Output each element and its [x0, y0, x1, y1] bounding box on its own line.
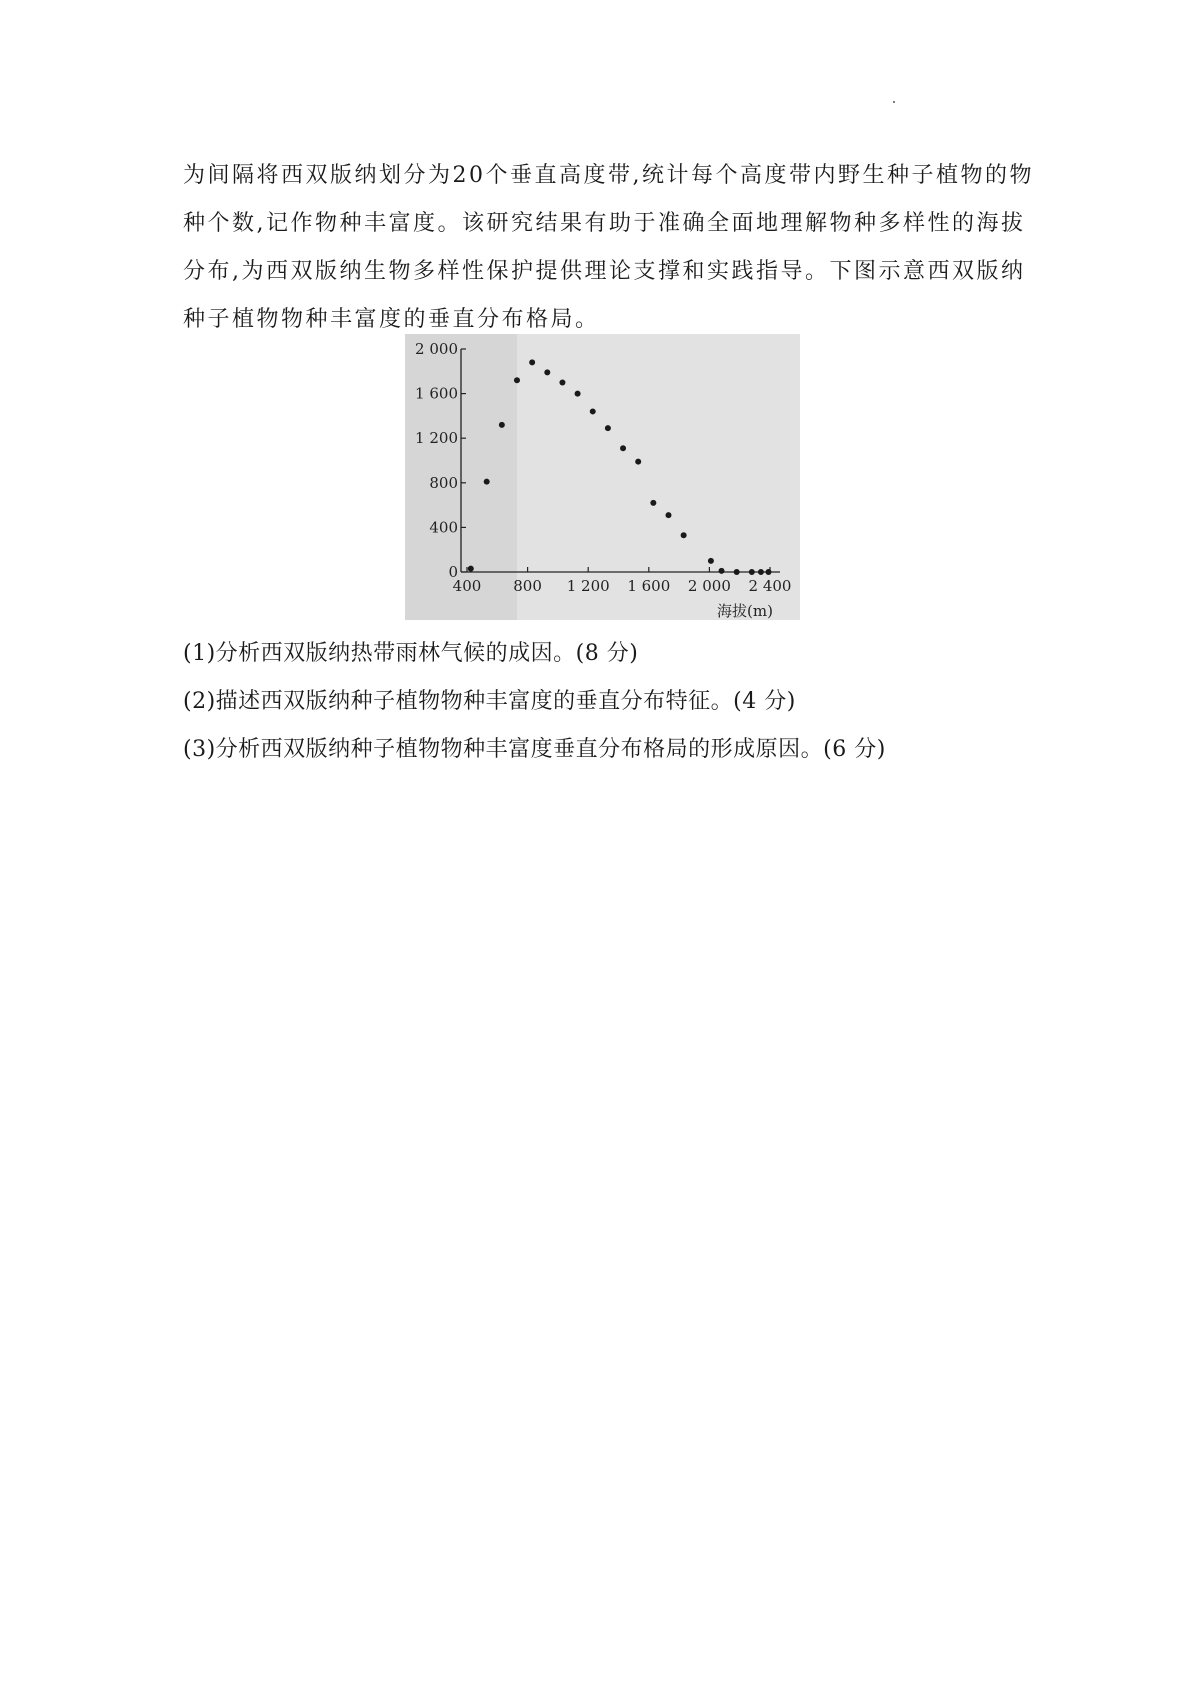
x-tick-label: 2 000 — [687, 577, 731, 595]
question-3: (3)分析西双版纳种子植物物种丰富度垂直分布格局的形成原因。(6 分) — [183, 737, 886, 762]
data-point — [765, 569, 771, 575]
chart-svg — [405, 334, 800, 620]
data-point — [758, 569, 764, 575]
x-tick-label: 1 600 — [627, 577, 671, 595]
data-point — [734, 569, 740, 575]
question-2: (2)描述西双版纳种子植物物种丰富度的垂直分布特征。(4 分) — [183, 689, 796, 714]
data-point — [650, 500, 656, 506]
data-point — [514, 377, 520, 383]
data-point — [681, 532, 687, 538]
data-point — [559, 379, 565, 385]
x-tick-label: 2 400 — [748, 577, 792, 595]
y-tick-label: 400 — [429, 518, 458, 537]
data-point — [484, 479, 490, 485]
data-point — [468, 566, 474, 572]
data-point — [749, 569, 755, 575]
data-point — [665, 512, 671, 518]
y-tick-label: 2 000 — [415, 340, 458, 358]
intro-line-1: 为间隔将西双版纳划分为20个垂直高度带,统计每个高度带内野生种子植物的物 — [183, 163, 1034, 188]
y-tick-label: 800 — [429, 473, 458, 492]
data-point — [529, 359, 535, 365]
species-richness-chart — [405, 334, 800, 620]
data-point — [708, 558, 714, 564]
data-point — [499, 422, 505, 428]
y-tick-label: 0 — [448, 563, 458, 581]
page-speck — [893, 101, 895, 103]
x-tick-label: 400 — [452, 577, 482, 595]
data-point — [620, 445, 626, 451]
y-tick-label: 1 200 — [415, 429, 458, 448]
data-point — [544, 369, 550, 375]
x-tick-label: 800 — [513, 577, 542, 595]
data-point — [719, 568, 725, 574]
x-tick-label: 1 200 — [566, 577, 610, 595]
intro-line-3: 分布,为西双版纳生物多样性保护提供理论支撑和实践指导。下图示意西双版纳 — [183, 259, 1026, 284]
data-point — [635, 459, 641, 465]
data-point — [575, 391, 581, 397]
intro-line-4: 种子植物物种丰富度的垂直分布格局。 — [183, 307, 600, 332]
data-point — [590, 408, 596, 414]
y-tick-label: 1 600 — [415, 384, 458, 403]
question-1: (1)分析西双版纳热带雨林气候的成因。(8 分) — [183, 641, 639, 666]
x-axis-title: 海拔(m) — [717, 602, 773, 620]
intro-line-2: 种个数,记作物种丰富度。该研究结果有助于准确全面地理解物种多样性的海拔 — [183, 211, 1026, 236]
data-point — [605, 425, 611, 431]
